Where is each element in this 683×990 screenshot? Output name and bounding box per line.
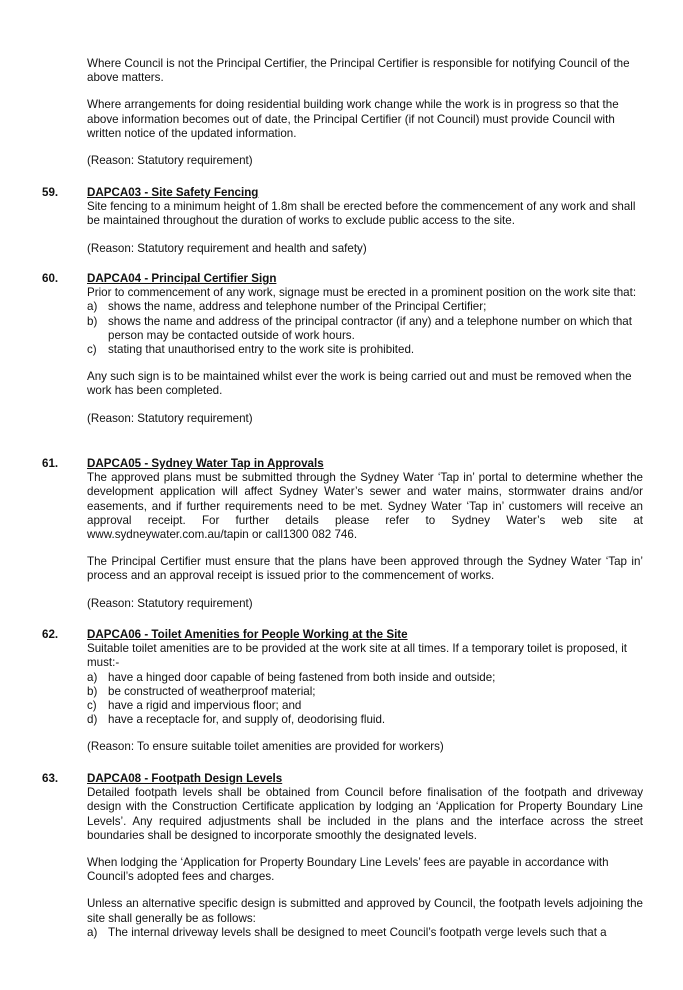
condition-62-title: DAPCA06 - Toilet Amenities for People Working at the Site <box>87 628 408 641</box>
list-marker: c) <box>87 343 97 357</box>
condition-60 <box>87 272 643 426</box>
condition-62 <box>87 628 643 755</box>
list-marker: a) <box>87 300 98 314</box>
condition-63-paragraph-3: Unless an alternative specific design is submitted and approved by Council, the footpath levels adjoining the site shall generally be as follows: <box>87 897 643 925</box>
intro-reason: (Reason: Statutory requirement) <box>87 154 253 168</box>
condition-63-paragraph-1: Detailed footpath levels shall be obtained from Council before finalisation of the footpath and driveway design with the Construction Certificate application by lodging an ‘Application for Property Boundary Line Levels’. Any required adjustments shall be included in the plans and the interface across the street boundaries shall be designed to incorporate smoothly the designated levels. <box>87 786 643 842</box>
list-item-text: have a rigid and impervious floor; and <box>108 699 302 713</box>
condition-62-list <box>87 671 643 728</box>
list-marker: c) <box>87 699 97 713</box>
list-item-text: shows the name and address of the principal contractor (if any) and a telephone number on which that person may be contacted outside of work hours. <box>108 314 632 342</box>
list-item-text: have a receptacle for, and supply of, deodorising fluid. <box>108 713 386 727</box>
condition-59-paragraph-1: Site fencing to a minimum height of 1.8m shall be erected before the commencement of any work and shall be maintained throughout the duration of works to exclude public access to the site. <box>87 200 636 228</box>
condition-63-title: DAPCA08 - Footpath Design Levels <box>87 772 283 785</box>
list-item <box>87 926 643 940</box>
condition-62-number: 62. <box>42 628 59 641</box>
intro-section <box>87 57 643 168</box>
condition-59-number: 59. <box>42 186 59 199</box>
condition-59-reason: (Reason: Statutory requirement and health and safety) <box>87 241 367 255</box>
condition-63 <box>87 772 643 940</box>
condition-63-number: 63. <box>42 772 59 785</box>
list-item-text: have a hinged door capable of being fastened from both inside and outside; <box>108 670 496 684</box>
condition-62-reason: (Reason: To ensure suitable toilet amenities are provided for workers) <box>87 740 444 754</box>
list-item-text: stating that unauthorised entry to the work site is prohibited. <box>108 343 415 357</box>
condition-61-paragraph-1: The approved plans must be submitted through the Sydney Water ‘Tap in’ portal to determine whether the development application will affect Sydney Water’s sewer and water mains, stormwater drains and/or easements, and if further requirements need to be met. Sydney Water ‘Tap in’ customers will receive an approval receipt. For further details please refer to Sydney Water’s web site at www.sydneywater.com.au/tapin or call1300 082 746. <box>87 471 643 542</box>
condition-60-list <box>87 300 643 357</box>
condition-60-number: 60. <box>42 272 59 285</box>
list-item <box>87 671 643 685</box>
list-marker: b) <box>87 314 98 328</box>
condition-61-title: DAPCA05 - Sydney Water Tap in Approvals <box>87 457 324 470</box>
condition-63-paragraph-2: When lodging the ‘Application for Property Boundary Line Levels’ fees are payable in accordance with Council’s adopted fees and charges. <box>87 856 609 884</box>
list-item <box>87 343 643 357</box>
condition-61 <box>87 457 643 611</box>
condition-61-reason: (Reason: Statutory requirement) <box>87 596 253 610</box>
condition-60-reason: (Reason: Statutory requirement) <box>87 411 253 425</box>
list-item-text: be constructed of weatherproof material; <box>108 684 316 698</box>
list-marker: a) <box>87 925 98 939</box>
condition-62-paragraph-1: Suitable toilet amenities are to be provided at the work site at all times. If a temporary toilet is proposed, it must:- <box>87 642 628 670</box>
list-item-text: shows the name, address and telephone number of the Principal Certifier; <box>108 300 487 314</box>
intro-paragraph-1: Where Council is not the Principal Certifier, the Principal Certifier is responsible for notifying Council of the above matters. <box>87 57 630 85</box>
condition-60-title: DAPCA04 - Principal Certifier Sign <box>87 272 277 285</box>
list-item <box>87 699 643 713</box>
list-item <box>87 685 643 699</box>
list-marker: d) <box>87 713 98 727</box>
condition-59 <box>87 186 643 256</box>
condition-63-list <box>87 926 643 940</box>
condition-60-paragraph-2: Any such sign is to be maintained whilst ever the work is being carried out and must be removed when the work has been completed. <box>87 370 632 398</box>
list-marker: b) <box>87 684 98 698</box>
list-item <box>87 713 643 727</box>
condition-60-paragraph-1: Prior to commencement of any work, signage must be erected in a prominent position on the work site that: <box>87 286 637 300</box>
list-marker: a) <box>87 670 98 684</box>
intro-paragraph-2: Where arrangements for doing residential building work change while the work is in progress so that the above information becomes out of date, the Principal Certifier (if not Council) must provide Council with written notice of the updated information. <box>87 98 619 140</box>
condition-59-title: DAPCA03 - Site Safety Fencing <box>87 186 259 199</box>
condition-61-paragraph-2: The Principal Certifier must ensure that the plans have been approved through the Sydney Water ‘Tap in’ process and an approval receipt is issued prior to the commencement of works. <box>87 555 643 583</box>
list-item <box>87 300 643 314</box>
condition-61-number: 61. <box>42 457 59 470</box>
list-item <box>87 315 643 343</box>
list-item-text: The internal driveway levels shall be designed to meet Council’s footpath verge levels such that a <box>108 925 607 939</box>
